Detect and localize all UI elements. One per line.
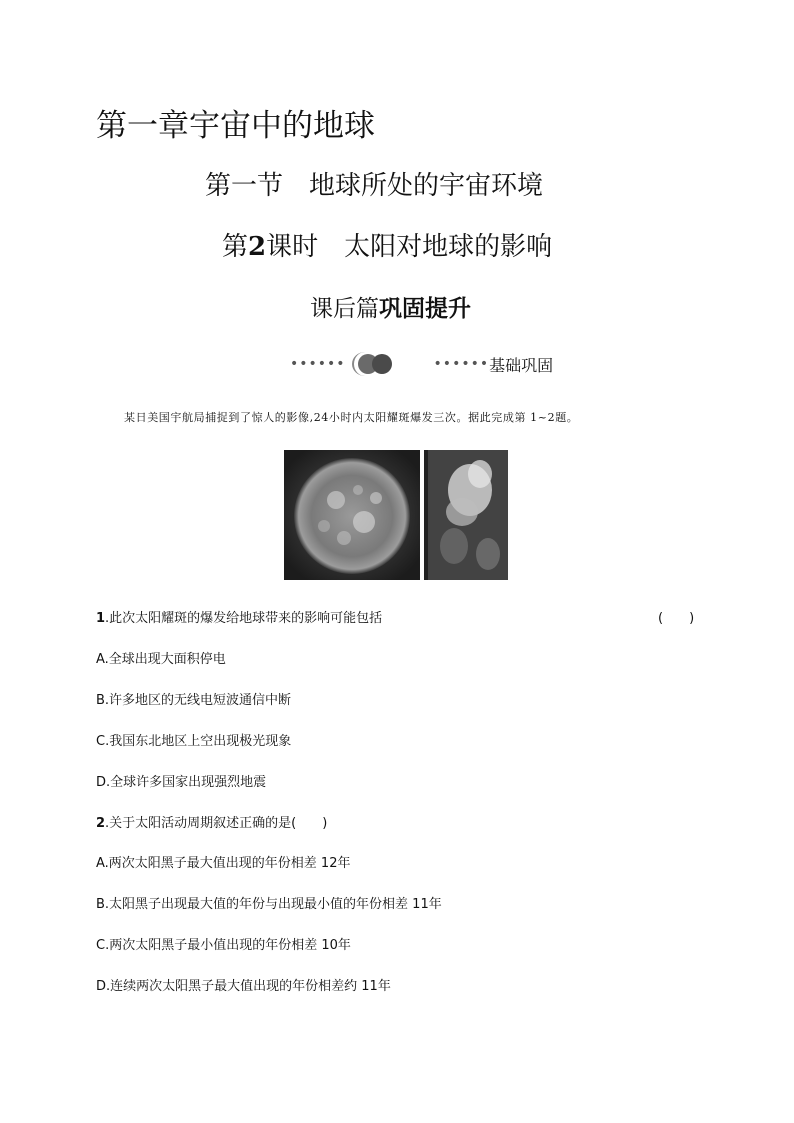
dots-left: •••••• [290, 356, 346, 372]
basic-section-header [290, 352, 553, 378]
dots-right: •••••• [433, 356, 490, 372]
question-stem-text: .关于太阳活动周期叙述正确的是( ) [105, 816, 328, 831]
basic-section-label: 基础巩固 [489, 355, 554, 375]
lesson-title [222, 226, 552, 263]
solar-flare-photo [424, 450, 508, 580]
intro-text: 某日美国宇航局捕捉到了惊人的影像,24小时内太阳耀斑爆发三次。据此完成第 1~2题。 [124, 411, 579, 424]
question-2-option-a: A.两次太阳黑子最大值出现的年份相差 12年 [96, 856, 351, 871]
question-1-option-b: B.许多地区的无线电短波通信中断 [96, 693, 292, 708]
question-number: 2 [96, 816, 106, 831]
post-class-normal: 课后篇 [310, 296, 379, 322]
section-title: 第一节 地球所处的宇宙环境 [205, 171, 544, 201]
question-2-option-d: D.连续两次太阳黑子最大值出现的年份相差约 11年 [96, 979, 391, 994]
question-1-stem [96, 607, 382, 626]
lesson-number: 2 [248, 232, 267, 262]
question-1-option-c: C.我国东北地区上空出现极光现象 [96, 734, 292, 749]
post-class-bold: 巩固提升 [379, 296, 471, 322]
post-class-title [310, 290, 471, 323]
double-circle-icon [352, 352, 396, 376]
question-1-option-d: D.全球许多国家出现强烈地震 [96, 775, 267, 790]
question-1-option-a: A.全球出现大面积停电 [96, 652, 226, 667]
question-number: 1 [96, 611, 106, 626]
lesson-suffix: 课时 太阳对地球的影响 [266, 232, 553, 262]
question-2-option-b: B.太阳黑子出现最大值的年份与出现最小值的年份相差 11年 [96, 897, 442, 912]
lesson-prefix: 第 [222, 232, 249, 262]
question-1-answer-paren: ( ) [658, 611, 695, 626]
chapter-title: 第一章宇宙中的地球 [96, 108, 375, 144]
sun-photo [284, 450, 420, 580]
question-2-stem [96, 812, 327, 831]
question-stem-text: .此次太阳耀斑的爆发给地球带来的影响可能包括 [105, 611, 383, 626]
question-2-option-c: C.两次太阳黑子最小值出现的年份相差 10年 [96, 938, 351, 953]
